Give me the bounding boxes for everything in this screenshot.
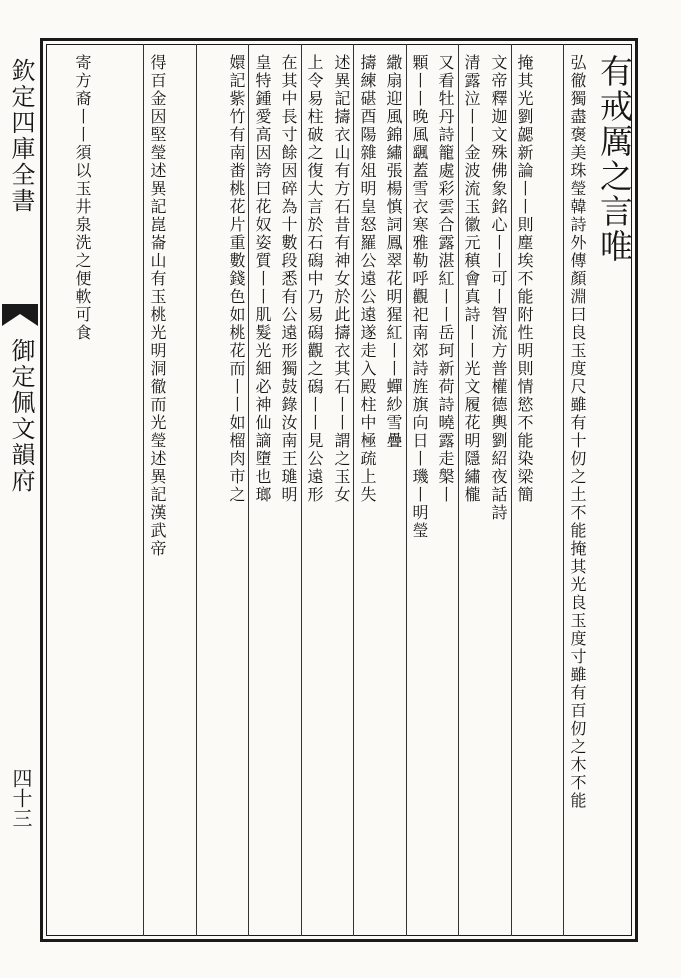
fishtail-mark-icon — [0, 300, 40, 330]
text-column-4: 文帝釋迦文殊佛象銘心丨丨可丨智流方普權德輿劉紹夜話詩 — [489, 54, 508, 522]
column-rule — [563, 44, 564, 936]
text-column-6: 又看牡丹詩籠處彩雲合露湛紅丨丨岳珂新荷詩曉露走槃丨 — [436, 54, 455, 504]
text-column-15: 得百金因堅瑩述異記崑崙山有玉桃光明洞徹而光瑩述異記漢武帝 — [148, 54, 167, 558]
text-column-10: 述異記擣衣山有方石昔有神女於此擣衣其石丨丨謂之玉女 — [332, 54, 351, 504]
column-rule — [353, 44, 354, 936]
book-title: 御定佩文韻府 — [7, 338, 35, 494]
text-column-11: 上令易柱破之復大言於石磶中乃易磶觀之磶丨丨見公遠形 — [305, 54, 324, 504]
text-column-12: 在其中長寸餘因碎為十數段悉有公遠形獨鼓錄汝南王璡明 — [279, 54, 298, 504]
text-column-3: 掩其光劉勰新論丨丨則塵埃不能附性明則情慾不能染梁簡 — [515, 54, 534, 504]
text-column-16: 寄方裔丨丨須以玉井泉洗之便軟可食 — [73, 54, 92, 342]
text-column-7: 顆丨丨晚風颻蓋雪衣寒雅勒呼觀祀南郊詩旌旗向日丨璣丨明瑩 — [410, 54, 429, 540]
text-column-9: 擣練碪酉陽雜俎明皇怒羅公遠公遠遂走入殿柱中極疏上失 — [358, 54, 377, 504]
text-column-5: 清露泣丨丨金波流玉徽元稹會真詩丨丨光文履花明隱繡櫳 — [462, 54, 481, 504]
text-column-2: 弘徹獨盡褒美珠瑩韓詩外傳顏淵曰良玉度尺雖有十仞之土不能掩其光良玉度寸雖有百仞之木不能 — [568, 54, 587, 810]
column-rule — [196, 44, 197, 936]
collection-title: 欽定四庫全書 — [7, 58, 35, 214]
page-number: 四十三 — [9, 768, 33, 828]
text-column-8: 繖扇迎風錦繡張楊慎詞鳳翠花明猩紅丨丨蟬紗雪疊 — [384, 54, 403, 450]
text-column-13: 皇特鍾愛高因誇曰花奴姿質丨丨肌髮光細必神仙謫墮也瑯 — [253, 54, 272, 504]
text-column-14: 嬛記紫竹有南畨桃花片重數錢色如桃花而丨丨如榴肉市之 — [227, 54, 246, 504]
page-margin-strip — [0, 38, 40, 942]
text-column-1: 有戒厲之言唯 — [595, 54, 634, 264]
column-rule — [248, 44, 249, 936]
column-rule — [143, 44, 144, 936]
